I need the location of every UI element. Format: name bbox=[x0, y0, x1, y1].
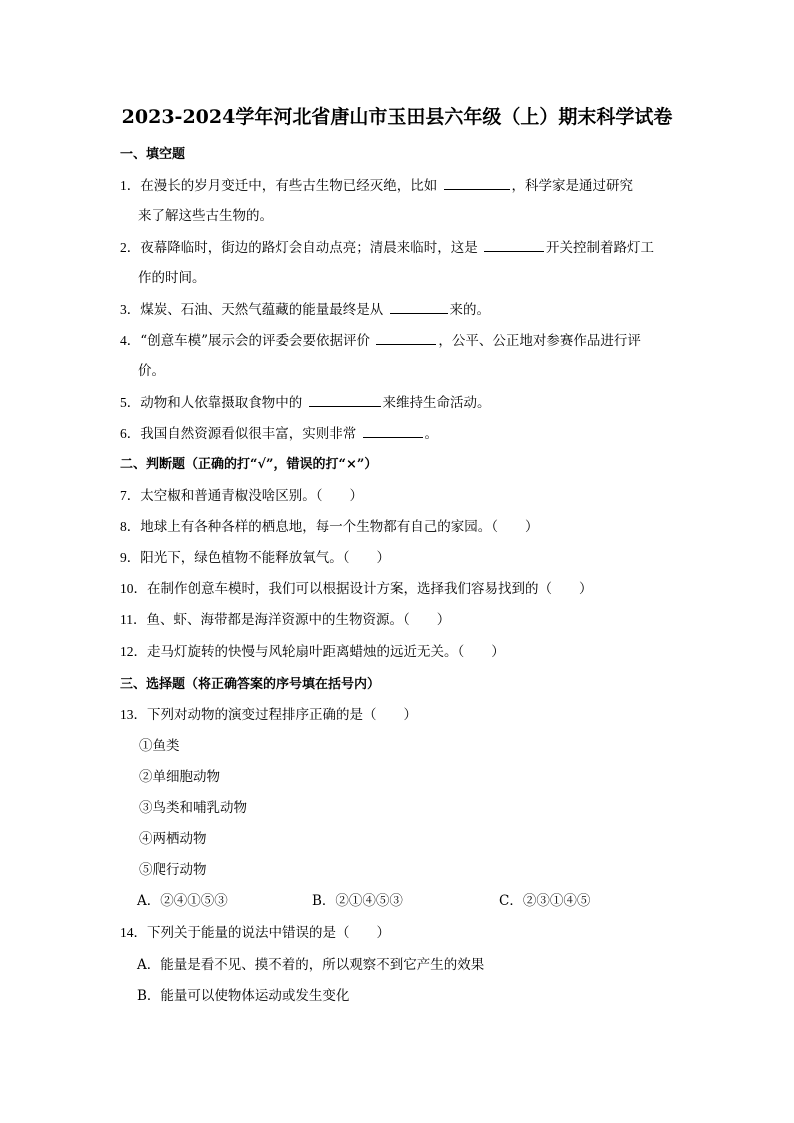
question-number: 8． bbox=[120, 519, 141, 534]
question-number: 10． bbox=[120, 581, 147, 596]
answer-blank[interactable] bbox=[444, 175, 510, 190]
choice-b[interactable]: B．②①④⑤③ bbox=[312, 893, 403, 909]
section-true-false: 二、判断题（正确的打“√”，错误的打“×”） bbox=[120, 457, 378, 472]
question-9: 9．阳光下，绿色植物不能释放氧气。（ ） bbox=[120, 550, 390, 566]
answer-blank[interactable] bbox=[363, 423, 423, 438]
answer-blank[interactable] bbox=[376, 330, 436, 345]
question-3: 3．煤炭、石油、天然气蕴藏的能量最终是从 来的。 bbox=[120, 299, 490, 320]
question-number: 2． bbox=[120, 240, 141, 255]
answer-blank[interactable] bbox=[484, 237, 544, 252]
question-6: 6．我国自然资源看似很丰富，实则非常 。 bbox=[120, 423, 438, 444]
question-number: 12． bbox=[120, 644, 147, 659]
question-number: 4． bbox=[120, 333, 141, 348]
question-number: 14． bbox=[120, 925, 147, 940]
sequence-item: ④两栖动物 bbox=[139, 831, 207, 847]
question-number: 11． bbox=[120, 612, 147, 627]
question-number: 6． bbox=[120, 426, 141, 441]
question-7: 7．太空椒和普通青椒没啥区别。（ ） bbox=[120, 488, 363, 504]
choice-a[interactable]: A．能量是看不见、摸不着的，所以观察不到它产生的效果 bbox=[137, 957, 485, 973]
question-number: 9． bbox=[120, 550, 141, 565]
question-4-continued: 价。 bbox=[138, 363, 165, 379]
question-12: 12．走马灯旋转的快慢与风轮扇叶距离蜡烛的远近无关。（ ） bbox=[120, 644, 505, 660]
question-4: 4．“创意车模”展示会的评委会要依据评价 ，公平、公正地对参赛作品进行评 bbox=[120, 330, 641, 351]
question-14: 14．下列关于能量的说法中错误的是（ ） bbox=[120, 925, 390, 941]
choice-a[interactable]: A．②④①⑤③ bbox=[137, 893, 228, 909]
sequence-item: ③鸟类和哺乳动物 bbox=[139, 800, 247, 816]
question-10: 10．在制作创意车模时，我们可以根据设计方案，选择我们容易找到的（ ） bbox=[120, 581, 593, 597]
sequence-item: ⑤爬行动物 bbox=[139, 862, 207, 878]
choice-b[interactable]: B．能量可以使物体运动或发生变化 bbox=[137, 988, 350, 1004]
question-1: 1．在漫长的岁月变迁中，有些古生物已经灭绝，比如 ，科学家是通过研究 bbox=[120, 175, 633, 196]
question-number: 13． bbox=[120, 707, 147, 722]
question-number: 3． bbox=[120, 302, 141, 317]
answer-blank[interactable] bbox=[309, 392, 381, 407]
choice-c[interactable]: C．②③①④⑤ bbox=[499, 893, 591, 909]
question-11: 11．鱼、虾、海带都是海洋资源中的生物资源。（ ） bbox=[120, 612, 451, 628]
sequence-item: ①鱼类 bbox=[139, 738, 180, 754]
question-number: 5． bbox=[120, 395, 141, 410]
question-1-continued: 来了解这些古生物的。 bbox=[138, 208, 273, 224]
sequence-item: ②单细胞动物 bbox=[139, 769, 220, 785]
question-8: 8．地球上有各种各样的栖息地，每一个生物都有自己的家园。（ ） bbox=[120, 519, 539, 535]
question-2-continued: 作的时间。 bbox=[138, 270, 206, 286]
exam-title: 2023-2024学年河北省唐山市玉田县六年级（上）期末科学试卷 bbox=[121, 106, 673, 128]
section-multiple-choice: 三、选择题（将正确答案的序号填在括号内） bbox=[120, 677, 381, 692]
question-13: 13．下列对动物的演变过程排序正确的是（ ） bbox=[120, 707, 417, 723]
question-2: 2．夜幕降临时，街边的路灯会自动点亮；清晨来临时，这是 开关控制着路灯工 bbox=[120, 237, 654, 258]
question-number: 7． bbox=[120, 488, 141, 503]
question-5: 5．动物和人依靠摄取食物中的 来维持生命活动。 bbox=[120, 392, 491, 413]
answer-blank[interactable] bbox=[390, 299, 448, 314]
section-fill-in-blank: 一、填空题 bbox=[120, 147, 186, 162]
question-number: 1． bbox=[120, 178, 141, 193]
